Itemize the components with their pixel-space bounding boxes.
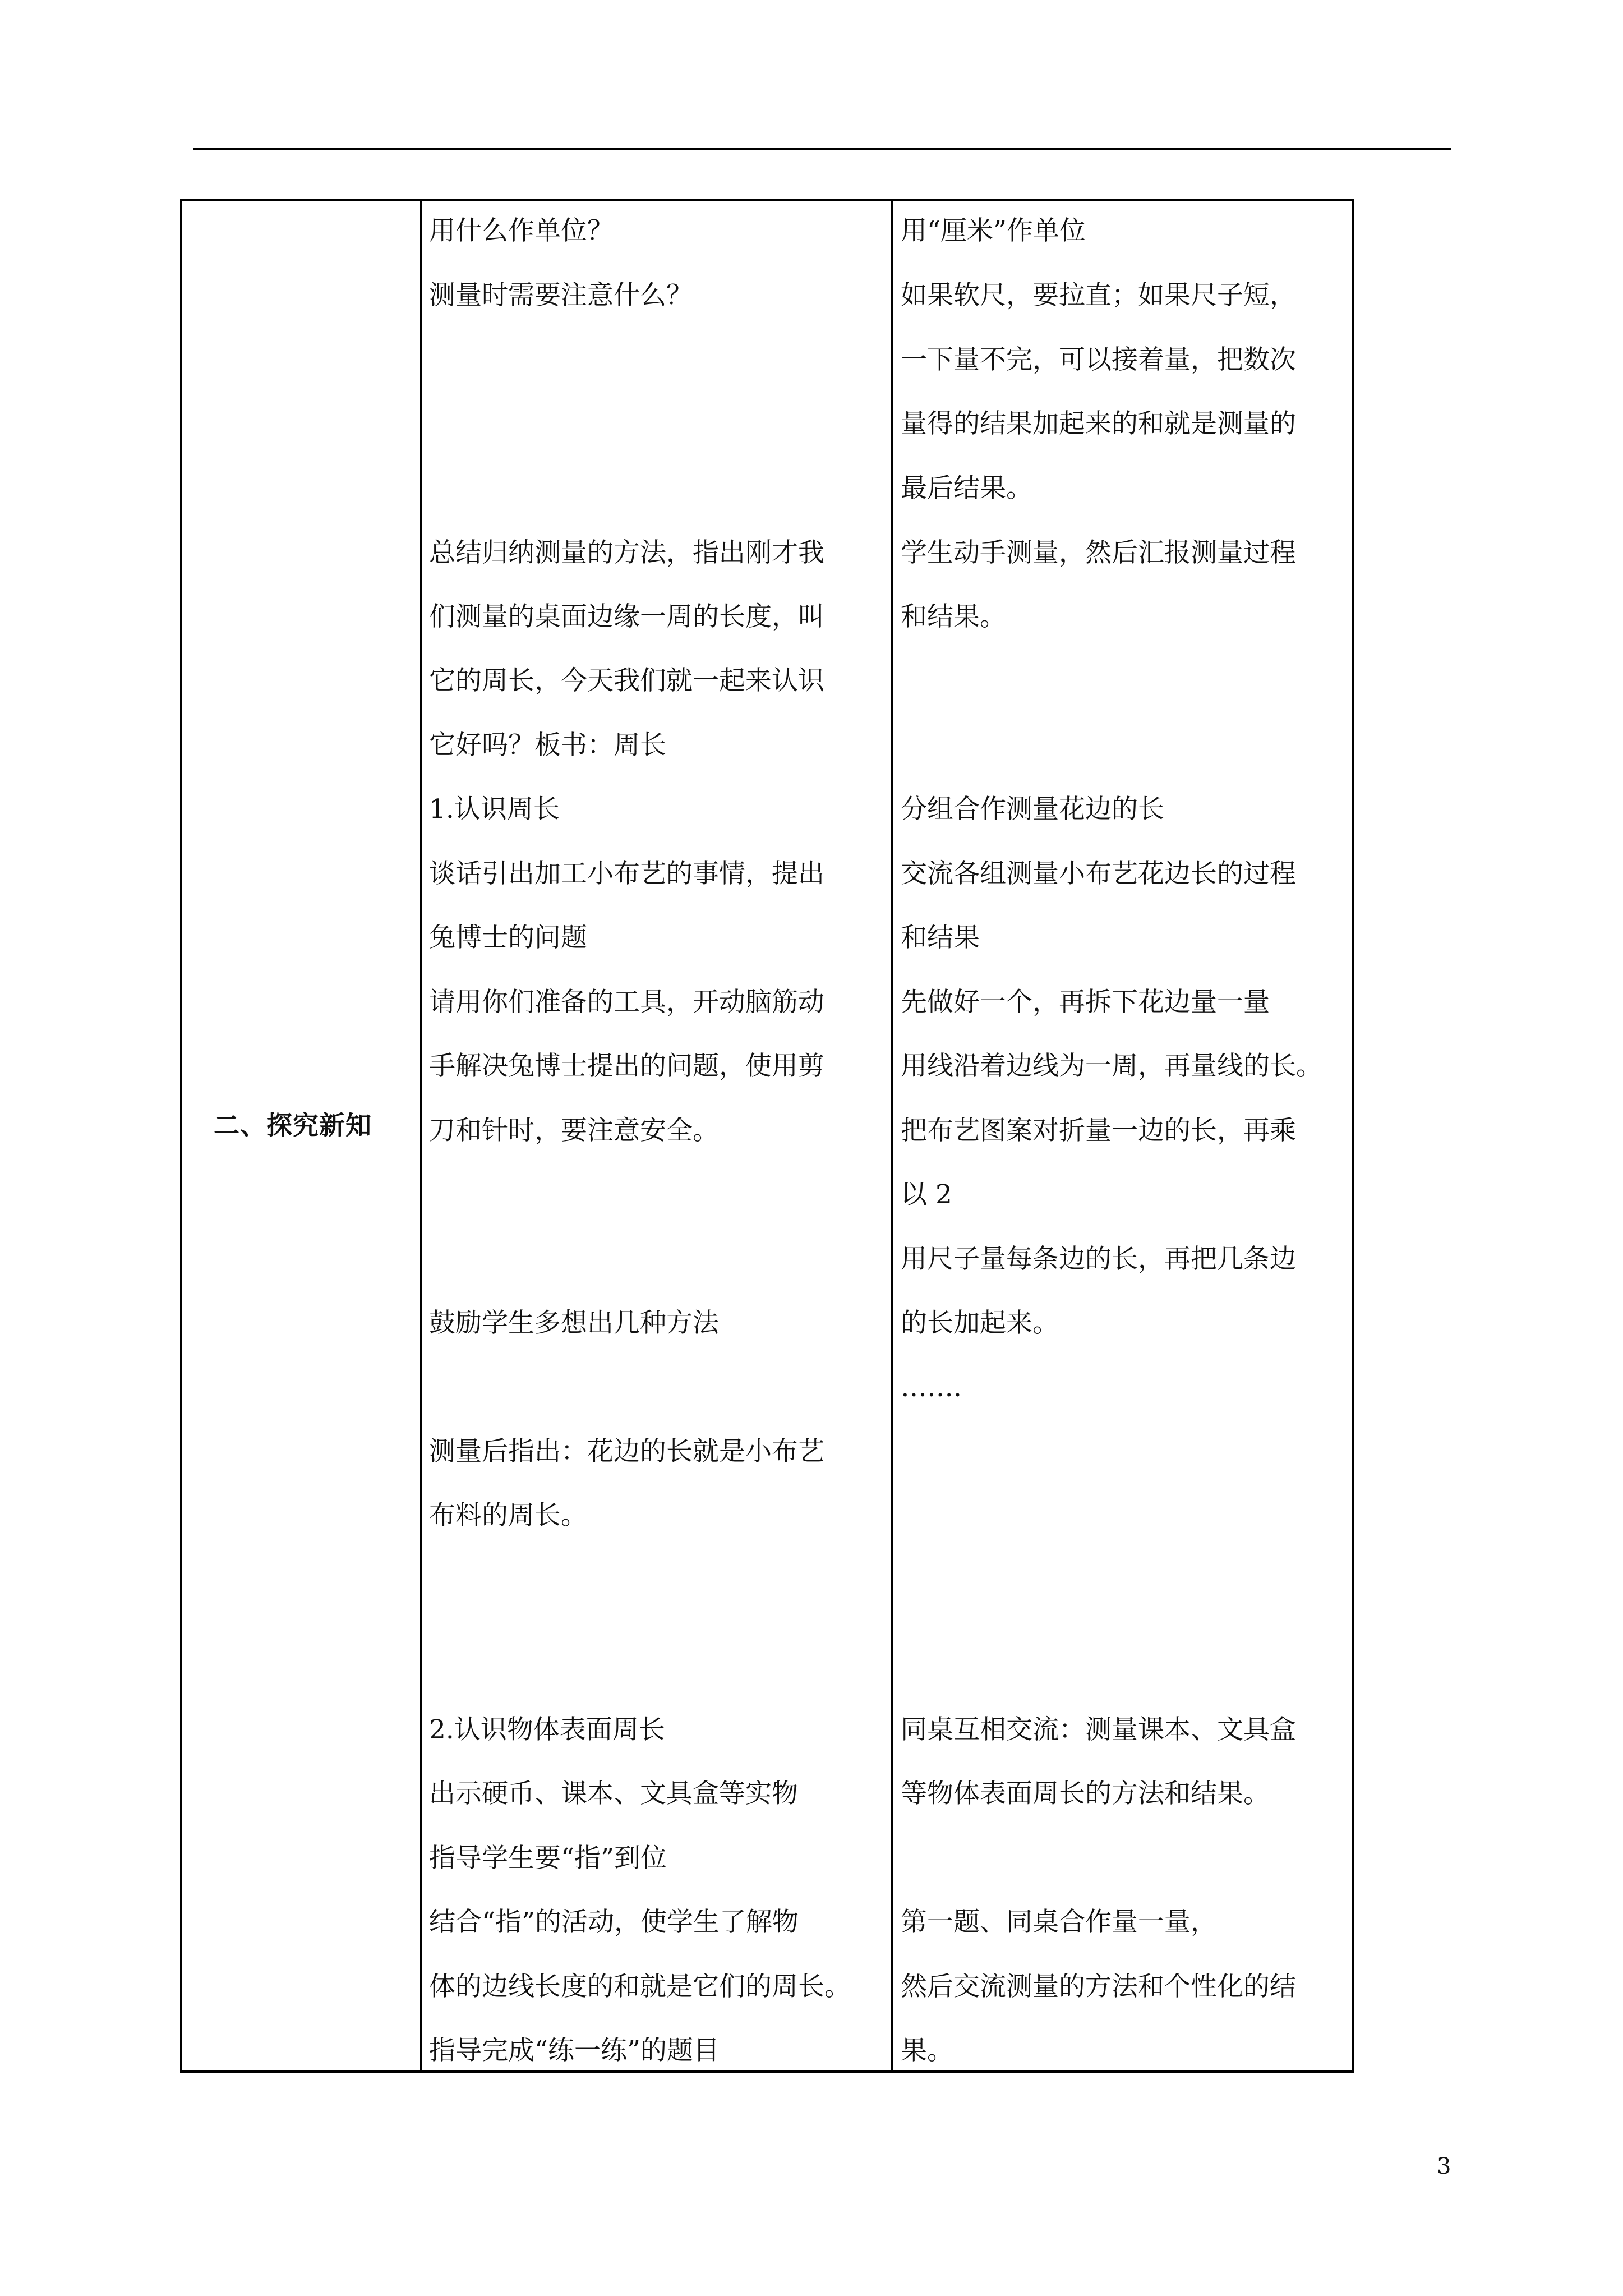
teacher-line: 布料的周长。 [429,1500,587,1531]
header-rule [193,148,1451,150]
teacher-line: 用什么作单位？ [429,215,614,246]
section-title: 二、探究新知 [214,1110,372,1140]
lesson-plan-table [180,199,1354,2073]
student-line: 以 2 [901,1179,952,1210]
teacher-line: 出示硬币、课本、文具盒等实物 [429,1778,798,1809]
student-line: 果。 [901,2035,953,2066]
student-line: 用尺子量每条边的长，再把几条边 [901,1244,1296,1274]
student-line: 然后交流测量的方法和个性化的结 [901,1971,1296,2002]
column-divider [420,201,422,2070]
page-number: 3 [1437,2154,1451,2179]
teacher-line: 指导完成“练一练”的题目 [429,2035,720,2066]
student-line: 量得的结果加起来的和就是测量的 [901,408,1296,439]
student-line: 等物体表面周长的方法和结果。 [901,1778,1270,1809]
student-line: ……. [901,1372,962,1403]
teacher-line: 2.认识物体表面周长 [429,1714,665,1745]
teacher-line: 它的周长，今天我们就一起来认识 [429,665,824,696]
teacher-activity-column [429,201,883,2070]
student-line: 如果软尺，要拉直；如果尺子短， [901,280,1296,311]
student-line: 同桌互相交流：测量课本、文具盒 [901,1714,1296,1745]
student-line: 学生动手测量，然后汇报测量过程 [901,537,1296,568]
teacher-line: 指导学生要“指”到位 [429,1843,667,1874]
student-line: 先做好一个，再拆下花边量一量 [901,987,1270,1018]
teacher-line: 测量后指出：花边的长就是小布艺 [429,1436,824,1467]
teacher-line: 手解决兔博士提出的问题，使用剪 [429,1051,824,1082]
teacher-line: 刀和针时，要注意安全。 [429,1115,719,1146]
student-line: 第一题、同桌合作量一量， [901,1907,1217,1938]
teacher-line: 鼓励学生多想出几种方法 [429,1308,719,1338]
teacher-line: 们测量的桌面边缘一周的长度，叫 [429,601,824,632]
student-line: 最后结果。 [901,473,1032,504]
teacher-line: 结合“指”的活动，使学生了解物 [429,1907,799,1938]
student-activity-column [901,201,1349,2070]
column-divider [891,201,893,2070]
student-line: 一下量不完，可以接着量，把数次 [901,344,1296,375]
student-line: 和结果 [901,922,980,953]
teacher-line: 体的边线长度的和就是它们的周长。 [429,1971,851,2002]
teacher-line: 兔博士的问题 [429,922,587,953]
teacher-line: 它好吗？板书：周长 [429,730,666,761]
student-line: 交流各组测量小布艺花边长的过程 [901,858,1296,889]
student-line: 用“厘米”作单位 [901,215,1086,246]
student-line: 的长加起来。 [901,1308,1059,1338]
teacher-line: 1.认识周长 [429,794,560,825]
teacher-line: 总结归纳测量的方法，指出刚才我 [429,537,824,568]
student-line: 和结果。 [901,601,1006,632]
teacher-line: 请用你们准备的工具，开动脑筋动 [429,987,824,1018]
student-line: 把布艺图案对折量一边的长，再乘 [901,1115,1296,1146]
student-line: 用线沿着边线为一周，再量线的长。 [901,1051,1322,1082]
teacher-line: 谈话引出加工小布艺的事情，提出 [429,858,824,889]
teacher-line: 测量时需要注意什么？ [429,280,693,311]
student-line: 分组合作测量花边的长 [901,794,1164,825]
section-cell [182,201,420,2070]
